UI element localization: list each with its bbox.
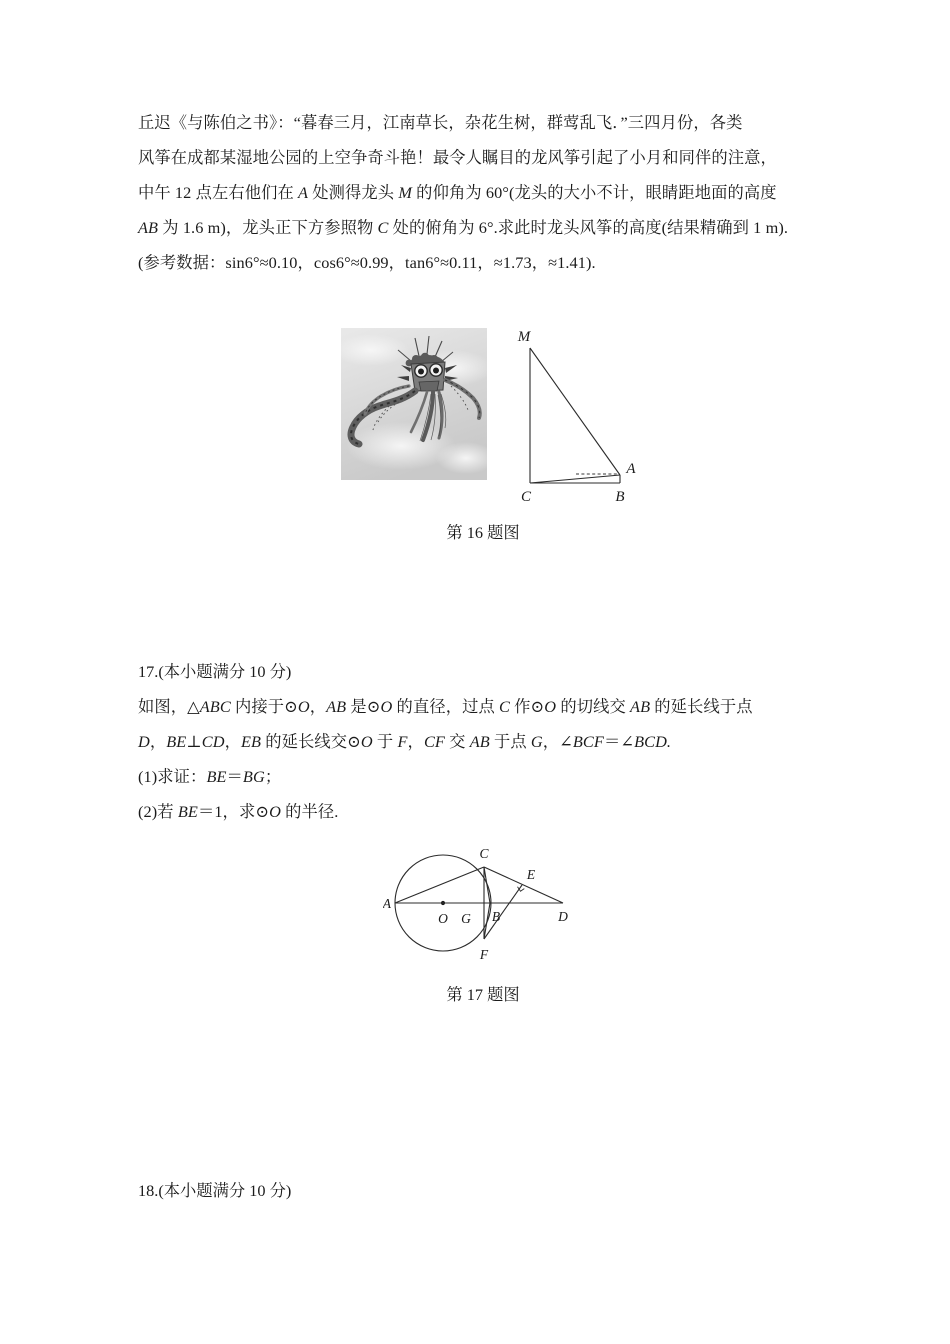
- figure-16: [138, 323, 828, 568]
- text-run: 交: [444, 732, 470, 751]
- problem-16-paragraph-line-4: [138, 210, 828, 245]
- math-var: D: [138, 732, 150, 751]
- text-run: 为 1.6 m)，龙头正下方参照物: [158, 218, 378, 237]
- problem-16-reference-data-line: [138, 245, 828, 280]
- diagram-label-G: G: [461, 911, 471, 926]
- chord-BF: [484, 903, 490, 939]
- dragon-kite-photo: [341, 328, 487, 480]
- diagram-label-A: A: [383, 896, 391, 911]
- diagram-label-B: B: [491, 909, 501, 924]
- diagram-label-M: M: [517, 329, 531, 345]
- problem-17-circle-diagram: [383, 841, 583, 976]
- math-var: O: [297, 697, 310, 716]
- text-run: 的仰角为 60°(龙头的大小不计，眼睛距地面的高度: [412, 183, 777, 202]
- problem-17-number: [138, 655, 828, 689]
- text-run: (参考数据：sin6°≈0.10，cos6°≈0.99，tan6°≈0.11，≈1.73，≈1.41).: [138, 253, 596, 272]
- diagram-label-O: O: [438, 911, 448, 926]
- chord-CB: [484, 867, 490, 903]
- diagram-label-B: B: [615, 489, 625, 505]
- math-var: O: [360, 732, 373, 751]
- math-var-ab: AB: [138, 218, 159, 237]
- math-var: AB: [326, 697, 347, 716]
- math-var: G: [530, 732, 543, 751]
- diagram-label-C: C: [479, 846, 489, 861]
- problem-17-body-line-2: [138, 724, 828, 759]
- math-var: CF: [423, 732, 445, 751]
- diagram-label-A: A: [626, 461, 636, 477]
- text-run: (1)求证：: [138, 767, 207, 786]
- text-run: 作⊙: [510, 697, 545, 716]
- problem-16-paragraph-line-2: [138, 140, 828, 175]
- problem-16-triangle-diagram: [498, 323, 673, 513]
- math-var: BE: [206, 767, 227, 786]
- text-run: 如图，△: [138, 697, 200, 716]
- text-run: ⊥: [186, 732, 202, 751]
- math-var: F: [397, 732, 408, 751]
- text-run: 的延长线交⊙: [261, 732, 361, 751]
- math-var-a: A: [298, 183, 309, 202]
- math-var: O: [544, 697, 557, 716]
- diagram-label-C: C: [520, 489, 532, 505]
- math-var-m: M: [398, 183, 413, 202]
- text-run: 处测得龙头: [308, 183, 399, 202]
- chord-AC: [395, 867, 484, 903]
- tangent-CD: [484, 867, 563, 903]
- math-var-c: C: [377, 218, 389, 237]
- math-var: BE: [166, 732, 187, 751]
- math-var: ABC: [199, 697, 231, 716]
- math-var: AB: [469, 732, 490, 751]
- math-var: CD: [201, 732, 225, 751]
- diagram-label-D: D: [558, 909, 568, 924]
- figure-17: [138, 841, 828, 1021]
- segment-CA: [530, 475, 620, 483]
- math-var: BCF: [572, 732, 604, 751]
- text-run: ＝: [226, 767, 243, 786]
- text-run: 处的俯角为 6°.求此时龙头风筝的高度(结果精确到 1 m).: [388, 218, 789, 237]
- text-run: 于: [372, 732, 398, 751]
- problem-17-subquestion-2: [138, 794, 828, 829]
- diagram-label-E: E: [526, 867, 536, 882]
- problem-16-paragraph-line-1: [138, 105, 828, 140]
- text-run: 是⊙: [346, 697, 381, 716]
- text-run: 17.(本小题满分 10 分): [138, 662, 292, 681]
- diagram-label-F: F: [479, 947, 489, 962]
- text-run: ，: [309, 697, 327, 716]
- text-run: ，: [224, 732, 241, 751]
- problem-18-number: 18.(本小题满分 10 分): [138, 1181, 292, 1200]
- text-run: 的直径，过点: [392, 697, 500, 716]
- segment-MA: [530, 348, 620, 475]
- text-run: ；: [264, 767, 282, 786]
- figure-16-caption: 第 16 题图: [446, 523, 520, 542]
- math-var: BCD.: [634, 732, 672, 751]
- math-var: BG: [242, 767, 265, 786]
- text-run: 的半径.: [280, 802, 339, 821]
- text-run: ，: [149, 732, 167, 751]
- math-var: BE: [177, 802, 198, 821]
- math-var: EB: [240, 732, 262, 751]
- text-run: 丘迟《与陈伯之书》：“暮春三月，江南草长，杂花生树，群莺乱飞．”三四月份，各类: [138, 113, 743, 132]
- text-run: 中午 12 点左右他们在: [138, 183, 299, 202]
- text-run: 内接于⊙: [230, 697, 298, 716]
- text-run: 于点: [489, 732, 531, 751]
- text-run: 的延长线于点: [650, 697, 753, 716]
- text-run: (2)若: [138, 802, 178, 821]
- problem-16-paragraph-line-3: [138, 175, 828, 210]
- text-run: ，: [407, 732, 424, 751]
- math-var: C: [499, 697, 510, 716]
- problem-17-body-line-1: [138, 689, 828, 724]
- text-run: 的切线交: [556, 697, 631, 716]
- math-var: O: [380, 697, 393, 716]
- text-run: 风筝在成都某湿地公园的上空争奇斗艳！最令人瞩目的龙风筝引起了小月和同伴的注意，: [138, 148, 777, 167]
- text-run: ＝∠: [603, 732, 635, 751]
- text-run: ，∠: [542, 732, 573, 751]
- problem-16-block: [138, 105, 828, 542]
- problem-17-subquestion-1: [138, 759, 828, 794]
- problem-17-block: [138, 655, 828, 1021]
- figure-17-caption: 第 17 题图: [446, 985, 520, 1004]
- math-var: O: [269, 802, 281, 821]
- math-var: AB: [630, 697, 651, 716]
- problem-18-block: [138, 1174, 828, 1208]
- text-run: ＝1，求⊙: [197, 802, 270, 821]
